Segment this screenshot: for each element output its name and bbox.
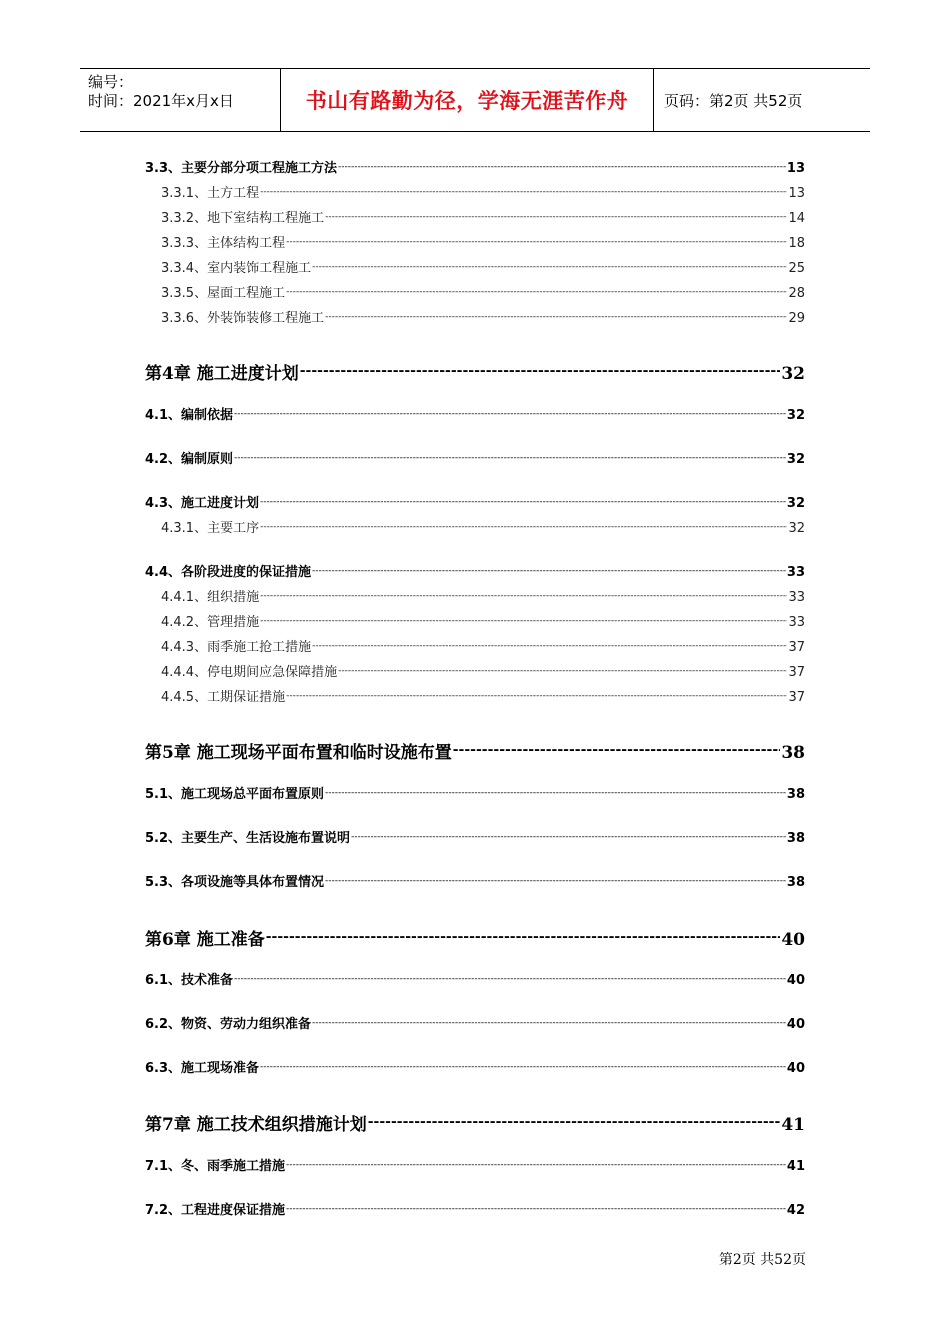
toc-dot-leader	[260, 1063, 786, 1072]
toc-entry-page-number: 38	[786, 787, 805, 802]
footer-page-text: 第2页 共52页	[718, 1252, 806, 1268]
toc-entry-title: 4.4.2、管理措施	[161, 615, 260, 630]
toc-entry-title: 5.3、各项设施等具体布置情况	[145, 875, 325, 890]
toc-entry-page-number: 18	[788, 236, 805, 251]
toc-entry-page-number: 40	[786, 973, 805, 988]
toc-entry-title: 3.3、主要分部分项工程施工方法	[145, 161, 338, 176]
toc-entry[interactable]	[145, 738, 805, 763]
toc-entry-title: 7.1、冬、雨季施工措施	[145, 1159, 286, 1174]
toc-dot-leader	[286, 1205, 786, 1214]
toc-entry[interactable]	[161, 517, 805, 536]
toc-entry-title: 4.4.1、组织措施	[161, 590, 260, 605]
toc-entry-page-number: 42	[786, 1203, 805, 1218]
toc-entry[interactable]	[161, 232, 805, 251]
toc-entry-title: 5.1、施工现场总平面布置原则	[145, 787, 325, 802]
toc-entry-title: 4.3.1、主要工序	[161, 521, 260, 536]
toc-dot-leader	[286, 1161, 786, 1170]
motto-text: 书山有路勤为径，学海无涯苦作舟	[305, 89, 629, 113]
page-footer	[0, 1249, 806, 1269]
toc-entry-page-number: 13	[786, 161, 805, 176]
toc-entry[interactable]	[145, 871, 805, 890]
toc-dot-leader	[325, 789, 786, 798]
toc-entry-page-number: 32	[788, 521, 805, 536]
toc-entry-page-number: 40	[781, 930, 805, 950]
toc-entry-title: 6.3、施工现场准备	[145, 1061, 260, 1076]
document-number-label: 编号：	[88, 73, 134, 91]
toc-entry-page-number: 25	[788, 261, 805, 276]
header-page-text: 页码：第2页 共52页	[664, 91, 803, 110]
toc-entry-title: 6.1、技术准备	[145, 973, 234, 988]
toc-entry-title: 5.2、主要生产、生活设施布置说明	[145, 831, 351, 846]
toc-entry[interactable]	[145, 561, 805, 580]
toc-entry-title: 第6章 施工准备	[145, 930, 265, 950]
toc-entry-page-number: 32	[781, 364, 805, 384]
document-date-label: 时间：2021年x月x日	[88, 92, 234, 110]
toc-entry-page-number: 38	[786, 875, 805, 890]
toc-dot-leader	[260, 523, 787, 532]
toc-entry-title: 4.2、编制原则	[145, 452, 234, 467]
toc-entry[interactable]	[161, 661, 805, 680]
toc-entry[interactable]	[161, 307, 805, 326]
toc-dot-leader	[338, 667, 787, 676]
toc-entry-page-number: 32	[786, 408, 805, 423]
toc-entry-title: 4.3、施工进度计划	[145, 496, 260, 511]
toc-entry[interactable]	[145, 1155, 805, 1174]
toc-entry-title: 4.4.5、工期保证措施	[161, 690, 286, 705]
toc-entry[interactable]	[161, 586, 805, 605]
toc-entry[interactable]	[145, 1199, 805, 1218]
toc-dot-leader	[325, 313, 787, 322]
toc-entry-page-number: 28	[788, 286, 805, 301]
toc-entry[interactable]	[161, 207, 805, 226]
toc-entry-page-number: 37	[788, 690, 805, 705]
toc-entry[interactable]	[161, 611, 805, 630]
toc-dot-leader	[453, 741, 781, 758]
toc-entry-page-number: 33	[788, 590, 805, 605]
toc-entry[interactable]	[145, 1110, 805, 1135]
toc-entry-title: 4.4.3、雨季施工抢工措施	[161, 640, 312, 655]
toc-entry-page-number: 32	[786, 496, 805, 511]
toc-entry[interactable]	[145, 1013, 805, 1032]
toc-dot-leader	[351, 833, 786, 842]
toc-dot-leader	[325, 877, 786, 886]
toc-dot-leader	[368, 1113, 781, 1130]
toc-entry-page-number: 41	[781, 1115, 805, 1135]
toc-entry[interactable]	[145, 969, 805, 988]
toc-entry-page-number: 29	[788, 311, 805, 326]
toc-entry-page-number: 38	[786, 831, 805, 846]
toc-dot-leader	[325, 213, 787, 222]
toc-entry-title: 第5章 施工现场平面布置和临时设施布置	[145, 743, 452, 763]
toc-dot-leader	[260, 592, 787, 601]
toc-dot-leader	[286, 692, 787, 701]
toc-dot-leader	[260, 498, 786, 507]
toc-entry[interactable]	[161, 636, 805, 655]
toc-dot-leader	[300, 362, 781, 379]
toc-entry[interactable]	[145, 359, 805, 384]
toc-entry-page-number: 38	[781, 743, 805, 763]
toc-dot-leader	[286, 238, 787, 247]
toc-entry[interactable]	[145, 783, 805, 802]
toc-entry[interactable]	[145, 925, 805, 950]
toc-entry-page-number: 33	[788, 615, 805, 630]
toc-entry-page-number: 32	[786, 452, 805, 467]
toc-dot-leader	[234, 454, 786, 463]
toc-entry[interactable]	[161, 686, 805, 705]
toc-entry-title: 3.3.5、屋面工程施工	[161, 286, 286, 301]
toc-entry-title: 第7章 施工技术组织措施计划	[145, 1115, 367, 1135]
toc-entry-title: 7.2、工程进度保证措施	[145, 1203, 286, 1218]
toc-dot-leader	[312, 567, 786, 576]
toc-entry-title: 3.3.3、主体结构工程	[161, 236, 286, 251]
toc-dot-leader	[312, 1019, 786, 1028]
toc-entry-title: 4.4、各阶段进度的保证措施	[145, 565, 312, 580]
toc-entry-title: 3.3.1、土方工程	[161, 186, 260, 201]
toc-dot-leader	[234, 410, 786, 419]
toc-dot-leader	[286, 288, 787, 297]
toc-entry[interactable]	[161, 257, 805, 276]
toc-entry[interactable]	[145, 827, 805, 846]
toc-entry-title: 3.3.4、室内装饰工程施工	[161, 261, 312, 276]
toc-entry-title: 6.2、物资、劳动力组织准备	[145, 1017, 312, 1032]
toc-entry[interactable]	[145, 1057, 805, 1076]
toc-entry[interactable]	[161, 282, 805, 301]
toc-dot-leader	[338, 163, 786, 172]
toc-dot-leader	[234, 975, 786, 984]
toc-entry[interactable]	[145, 448, 805, 467]
toc-dot-leader	[260, 188, 787, 197]
toc-entry-page-number: 40	[786, 1017, 805, 1032]
toc-dot-leader	[266, 928, 781, 945]
toc-entry[interactable]	[145, 492, 805, 511]
toc-entry-title: 4.4.4、停电期间应急保障措施	[161, 665, 338, 680]
toc-dot-leader	[260, 617, 787, 626]
toc-entry[interactable]	[145, 157, 805, 176]
toc-entry-page-number: 33	[786, 565, 805, 580]
toc-entry-title: 4.1、编制依据	[145, 408, 234, 423]
toc-entry-page-number: 37	[788, 640, 805, 655]
toc-entry[interactable]	[145, 404, 805, 423]
toc-entry-page-number: 40	[786, 1061, 805, 1076]
toc-entry-page-number: 14	[788, 211, 805, 226]
toc-entry-title: 第4章 施工进度计划	[145, 364, 299, 384]
toc-entry-page-number: 41	[786, 1159, 805, 1174]
toc-dot-leader	[312, 642, 787, 651]
toc-entry-title: 3.3.6、外装饰装修工程施工	[161, 311, 325, 326]
toc-dot-leader	[312, 263, 787, 272]
toc-entry[interactable]	[161, 182, 805, 201]
toc-entry-page-number: 13	[788, 186, 805, 201]
toc-entry-title: 3.3.2、地下室结构工程施工	[161, 211, 325, 226]
toc-entry-page-number: 37	[788, 665, 805, 680]
